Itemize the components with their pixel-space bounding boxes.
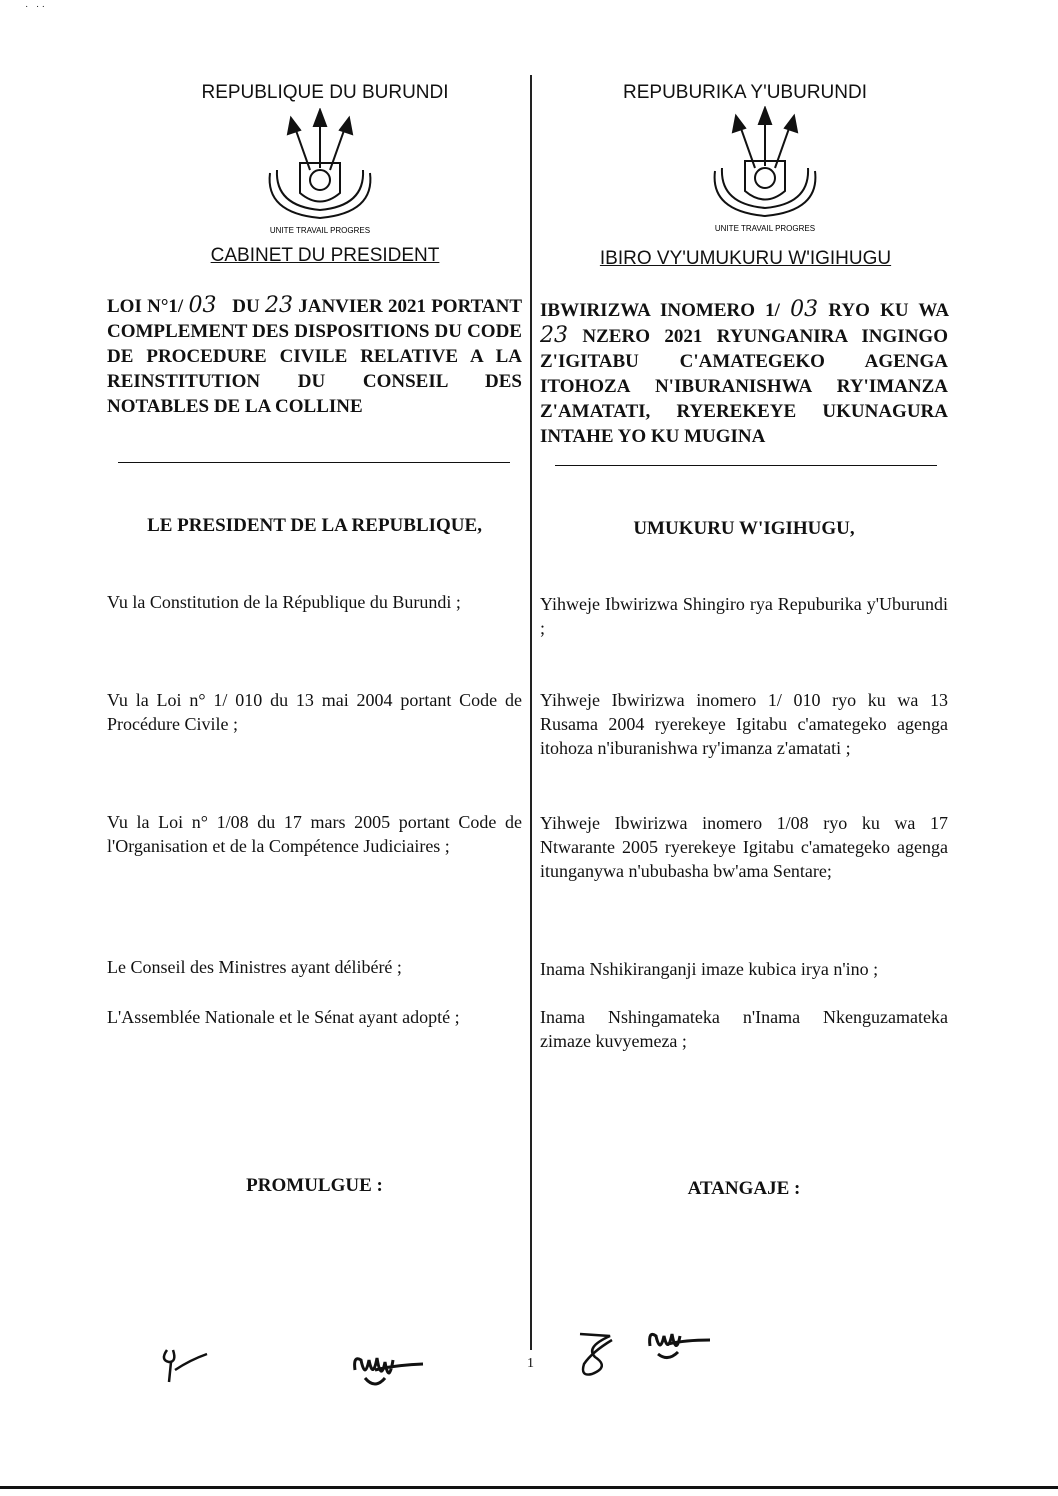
vu-code-procedure-rn: Yihweje Ibwirizwa inomero 1/ 010 ryo ku wa 13 Rusama 2004 ryerekeye Igitabu c'amategeko agenga itohoza n'iburanishwa ry'imanza z'amatati ; xyxy=(540,690,948,758)
office-header-fr: CABINET DU PRESIDENT xyxy=(210,245,440,266)
burundi-coat-of-arms-seal-fr xyxy=(255,108,385,238)
office-header-rn: IBIRO VY'UMUKURU W'IGIHUGU xyxy=(599,248,892,269)
column-divider xyxy=(530,75,532,1350)
council-deliberated-rn: Inama Nshikiranganji imaze kubica irya n'ino ; xyxy=(540,959,879,979)
scan-specks: ˙ ˙ ˙ xyxy=(25,5,45,16)
burundi-coat-of-arms-seal-rn xyxy=(700,106,830,236)
law-number-handwritten-rn: 03 xyxy=(790,297,819,322)
law-number-handwritten-fr: 03 xyxy=(188,293,217,318)
republic-header-fr: REPUBLIQUE DU BURUNDI xyxy=(201,82,449,103)
vu-code-organisation-rn: Yihweje Ibwirizwa inomero 1/08 ryo ku wa 17 Ntwarante 2005 ryerekeye Igitabu c'amategeko agenga itunganywa n'ububasha bw'ama Sentare; xyxy=(540,813,948,881)
title-underline-rn xyxy=(555,465,937,466)
seal-motto-text: UNITE TRAVAIL PROGRES xyxy=(714,224,816,233)
title-underline-fr xyxy=(118,462,510,463)
law-day-handwritten-rn: 23 xyxy=(540,323,568,348)
law-title-rn xyxy=(540,297,948,449)
initials-signature-3 xyxy=(570,1322,630,1382)
republic-header-rn: REPUBURIKA Y'UBURUNDI xyxy=(623,82,867,103)
council-deliberated-fr: Le Conseil des Ministres ayant délibéré ; xyxy=(107,957,402,977)
president-heading-fr: LE PRESIDENT DE LA REPUBLIQUE, xyxy=(147,515,482,536)
promulgue-heading-rn: ATANGAJE : xyxy=(687,1178,801,1199)
initials-signature-4 xyxy=(640,1318,720,1368)
vu-code-procedure-fr: Vu la Loi n° 1/ 010 du 13 mai 2004 portant Code de Procédure Civile ; xyxy=(107,690,522,734)
law-title-prefix-rn: IBWIRIZWA INOMERO 1/ xyxy=(540,300,780,321)
law-title-du-fr: DU xyxy=(232,296,260,317)
initials-signature-2 xyxy=(345,1340,435,1395)
vu-constitution-fr: Vu la Constitution de la République du Burundi ; xyxy=(107,592,461,612)
assembly-adopted-rn: Inama Nshingamateka n'Inama Nkenguzamateka zimaze kuvyemeza ; xyxy=(540,1007,948,1051)
assembly-adopted-fr: L'Assemblée Nationale et le Sénat ayant adopté ; xyxy=(107,1007,460,1027)
law-day-handwritten-fr: 23 xyxy=(264,293,293,318)
promulgue-heading-fr: PROMULGUE : xyxy=(246,1175,383,1196)
vu-code-organisation-fr: Vu la Loi n° 1/08 du 17 mars 2005 portant Code de l'Organisation et de la Compétence Judiciaires ; xyxy=(107,812,522,856)
law-title-fr xyxy=(107,293,522,419)
law-title-ryo-rn: RYO KU WA xyxy=(828,300,948,321)
president-heading-rn: UMUKURU W'IGIHUGU, xyxy=(633,518,855,539)
law-title-rest-rn: NZERO 2021 RYUNGANIRA INGINGO Z'IGITABU C'AMATEGEKO AGENGA ITOHOZA N'IBURANISHWA RY'IMANZA Z'AMATATI, RYEREKEYE UKUNAGURA INTAHE YO KU MUGINA xyxy=(540,326,948,447)
page-number: 1 xyxy=(527,1356,534,1371)
law-title-rest-fr: JANVIER 2021 PORTANT COMPLEMENT DES DISPOSITIONS DU CODE DE PROCEDURE CIVILE RELATIVE A LA REINSTITUTION DU CONSEIL DES NOTABLES DE LA COLLINE xyxy=(107,296,523,417)
scan-bottom-edge xyxy=(0,1486,1058,1489)
seal-motto-text: UNITE TRAVAIL PROGRES xyxy=(269,226,371,235)
law-title-prefix-fr: LOI N°1/ xyxy=(107,296,184,317)
initials-signature-1 xyxy=(155,1340,215,1390)
vu-constitution-rn: Yihweje Ibwirizwa Shingiro rya Repuburika y'Uburundi ; xyxy=(540,594,948,638)
